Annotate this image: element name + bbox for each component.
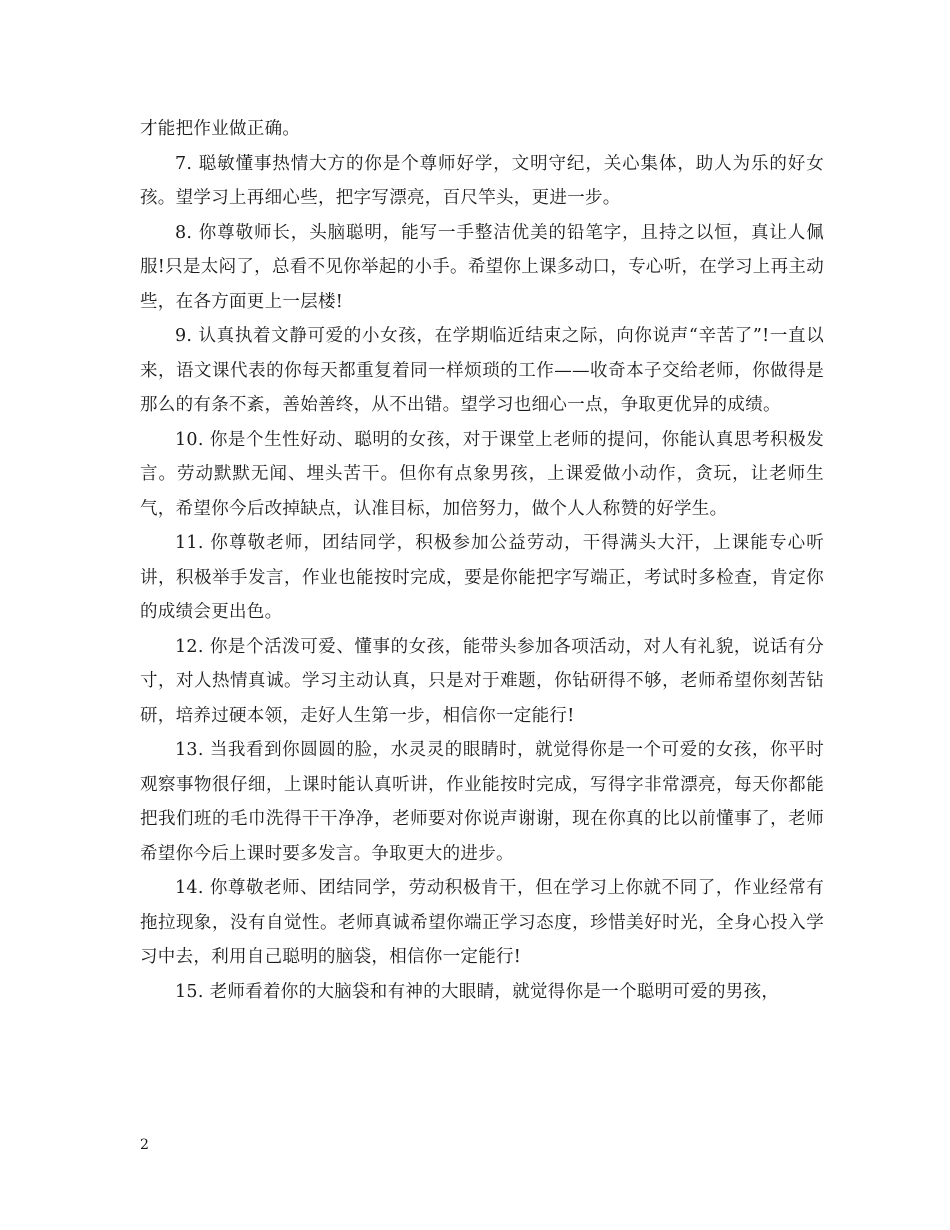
paragraph-comment-12: 12. 你是个活泼可爱、懂事的女孩，能带头参加各项活动，对人有礼貌，说话有分寸，对人热情真诚。学习主动认真，只是对于难题，你钻研得不够，老师希望你刻苦钻研，培养过硬本领，走好人生第一步，相信你一定能行! — [140, 636, 824, 726]
paragraph-comment-7: 7. 聪敏懂事热情大方的你是个尊师好学，文明守纪，关心集体，助人为乐的好女孩。望学习上再细心些，把字写漂亮，百尺竿头，更进一步。 — [140, 153, 824, 208]
paragraph-comment-10: 10. 你是个生性好动、聪明的女孩，对于课堂上老师的提问，你能认真思考积极发言。劳动默默无闻、埋头苦干。但你有点象男孩，上课爱做小动作，贪玩，让老师生气，希望你今后改掉缺点，认准目标，加倍努力，做个人人称赞的好学生。 — [140, 429, 824, 519]
document-body — [140, 112, 824, 1009]
page-number: 2 — [140, 1137, 149, 1153]
paragraph-comment-8: 8. 你尊敬师长，头脑聪明，能写一手整洁优美的铅笔字，且持之以恒，真让人佩服!只是太闷了，总看不见你举起的小手。希望你上课多动口，专心听，在学习上再主动些，在各方面更上一层楼! — [140, 222, 824, 312]
paragraph-comment-13: 13. 当我看到你圆圆的脸，水灵灵的眼睛时，就觉得你是一个可爱的女孩，你平时观察事物很仔细，上课时能认真听讲，作业能按时完成，写得字非常漂亮，每天你都能把我们班的毛巾洗得干干净净，老师要对你说声谢谢，现在你真的比以前懂事了，老师希望你今后上课时要多发言。争取更大的进步。 — [140, 740, 824, 864]
paragraph-continued: 才能把作业做正确。 — [140, 119, 301, 139]
paragraph-comment-11: 11. 你尊敬老师，团结同学，积极参加公益劳动，干得满头大汗，上课能专心听讲，积极举手发言，作业也能按时完成，要是你能把字写端正，考试时多检查，肯定你的成绩会更出色。 — [140, 533, 824, 622]
paragraph-comment-9: 9. 认真执着文静可爱的小女孩，在学期临近结束之际，向你说声“辛苦了”!一直以来，语文课代表的你每天都重复着同一样烦琐的工作——收奇本子交给老师，你做得是那么的有条不紊，善始善终，从不出错。望学习也细心一点，争取更优异的成绩。 — [140, 326, 824, 415]
paragraph-comment-14: 14. 你尊敬老师、团结同学，劳动积极肯干，但在学习上你就不同了，作业经常有拖拉现象，没有自觉性。老师真诚希望你端正学习态度，珍惜美好时光，全身心投入学习中去，利用自己聪明的脑袋，相信你一定能行! — [140, 878, 824, 967]
paragraph-comment-15: 15. 老师看着你的大脑袋和有神的大眼睛，就觉得你是一个聪明可爱的男孩， — [175, 981, 780, 1002]
